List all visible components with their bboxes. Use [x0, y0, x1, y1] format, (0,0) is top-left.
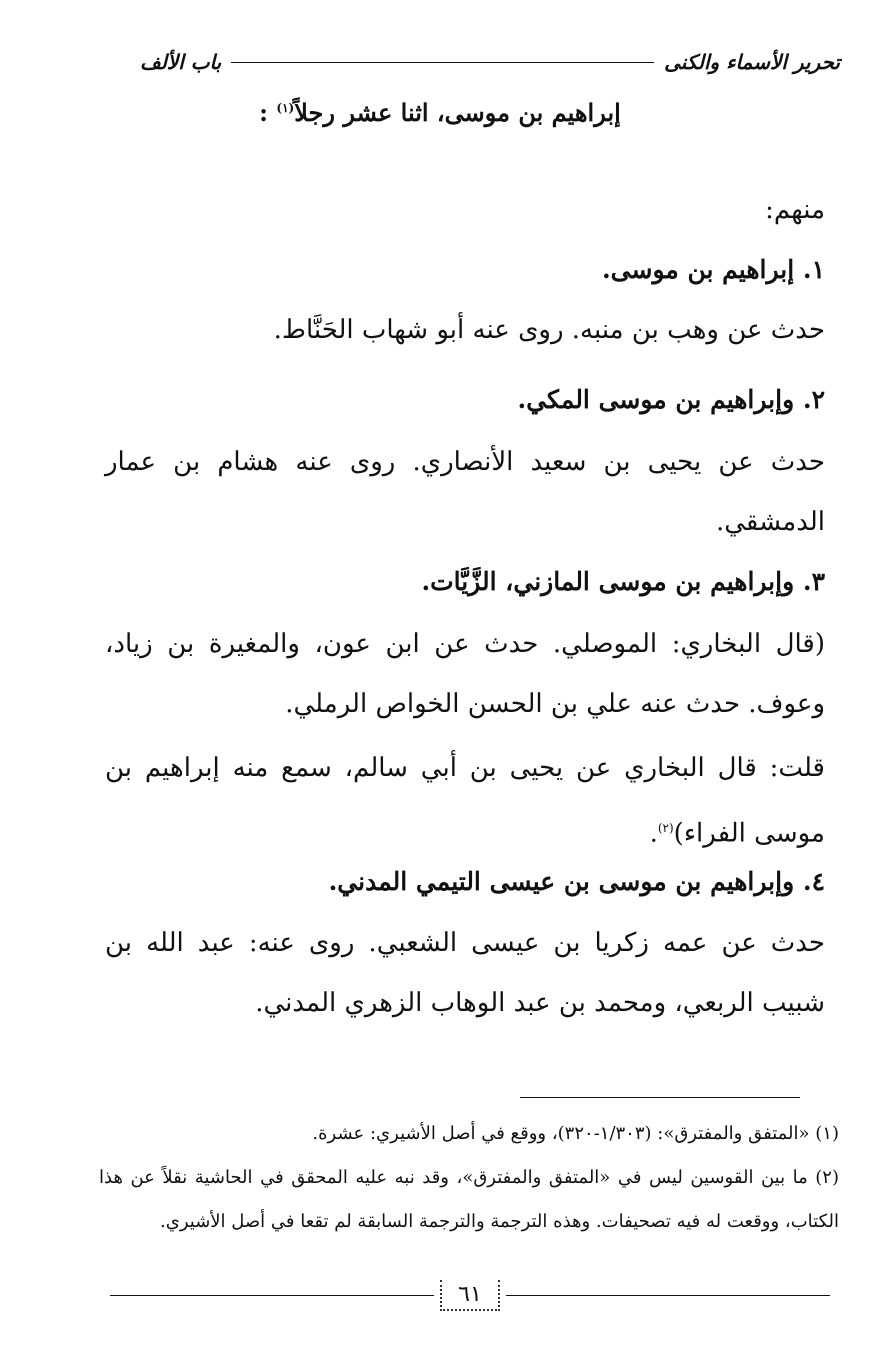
footnotes	[99, 1112, 839, 1244]
entry-title-text: إبراهيم بن موسى، اثنا عشر رجلاً	[294, 98, 621, 127]
footnote-ref-2: (٢)	[657, 821, 674, 835]
chapter-title: باب الألف	[140, 50, 222, 74]
entry-paragraph-3b-text: قلت: قال البخاري عن يحيى بن أبي سالم، سمع منه إبراهيم بن موسى الفراء)	[105, 753, 825, 849]
running-header	[140, 44, 840, 80]
entry-paragraph-3b	[105, 738, 825, 864]
page-number: ٦١	[440, 1280, 500, 1311]
entry-heading-4: ٤. وإبراهيم بن موسى بن عيسى التيمي المدني.	[328, 867, 825, 896]
entry-heading-1: ١. إبراهيم بن موسى.	[601, 255, 825, 284]
page-footer	[110, 1270, 830, 1320]
footer-rule-right	[506, 1295, 830, 1296]
book-title: تحرير الأسماء والكنى	[664, 50, 840, 74]
footer-rule-left	[110, 1295, 434, 1296]
footnote-2: (٢) ما بين القوسين ليس في «المتفق والمفترق»، وقد نبه عليه المحقق في الحاشية نقلاً عن هذا الكتاب، ووقعت له فيه تصحيفات. وهذه الترجمة والترجمة السابقة لم تقعا في أصل الأشيري.	[99, 1167, 839, 1232]
intro-text: منهم:	[765, 195, 825, 225]
entry-title	[200, 98, 680, 127]
entry-paragraph-1: حدث عن وهب بن منبه. روى عنه أبو شهاب الحَنَّاط.	[273, 315, 825, 345]
footnote-separator	[520, 1097, 800, 1098]
entry-paragraph-3b-end: .	[649, 818, 658, 849]
entry-paragraph-3a: (قال البخاري: الموصلي. حدث عن ابن عون، والمغيرة بن زياد، وعوف. حدث عنه علي بن الحسن الخواص الرملي.	[105, 629, 825, 719]
entry-paragraph-4: حدث عن عمه زكريا بن عيسى الشعبي. روى عنه: عبد الله بن شبيب الربعي، ومحمد بن عبد الوهاب الزهري المدني.	[105, 928, 825, 1018]
entry-heading-2: ٢. وإبراهيم بن موسى المكي.	[517, 385, 825, 414]
entry-title-colon: :	[259, 98, 269, 127]
entry-paragraph-2: حدث عن يحيى بن سعيد الأنصاري. روى عنه هشام بن عمار الدمشقي.	[105, 447, 825, 537]
header-rule	[231, 62, 654, 63]
footnote-ref-1: (١)	[276, 101, 295, 115]
footnote-1: (١) «المتفق والمفترق»: (١/٣٠٣-٣٢٠)، ووقع في أصل الأشيري: عشرة.	[312, 1123, 839, 1144]
entry-heading-3: ٣. وإبراهيم بن موسى المازني، الزَّيَّات.	[421, 567, 825, 596]
